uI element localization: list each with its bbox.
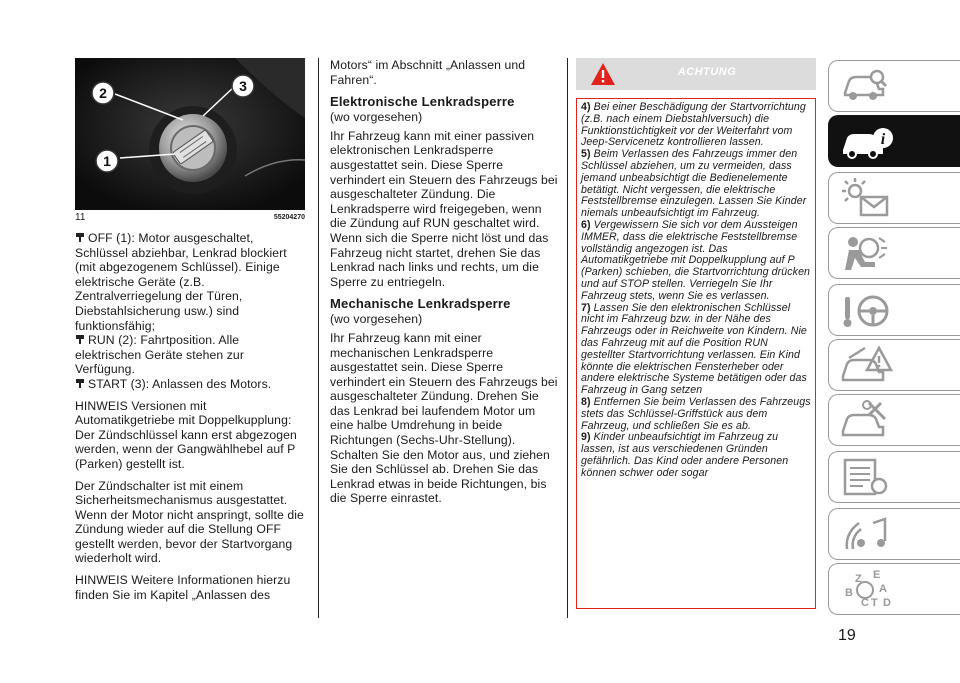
car-warning-icon bbox=[839, 344, 895, 388]
note-more-info: HINWEIS Weitere Informationen hierzu finden Sie im Kapitel „Anlassen des bbox=[75, 573, 291, 602]
car-wrench-icon bbox=[839, 399, 895, 443]
tab-steering[interactable] bbox=[828, 284, 960, 336]
key-start-line bbox=[75, 377, 305, 392]
key-off-line bbox=[75, 231, 305, 333]
callout-2-label: 2 bbox=[99, 85, 107, 101]
warning-box bbox=[576, 58, 816, 609]
tab-car-info[interactable] bbox=[828, 115, 960, 167]
tab-lights-mail[interactable] bbox=[828, 172, 960, 224]
note-dual-clutch: HINWEIS Versionen mit Automatikgetriebe mit Doppelkupplung: Der Zündschlüssel kann erst abgezogen werden, wenn der Gangwählhebel auf P (Parken) gestellt ist. bbox=[75, 398, 297, 471]
steering-wheel-icon bbox=[839, 289, 895, 333]
tab-car-warning[interactable] bbox=[828, 339, 960, 391]
figure-ignition-switch bbox=[75, 58, 305, 210]
key-icon bbox=[75, 378, 85, 389]
airbag-person-icon bbox=[839, 232, 895, 276]
svg-text:A: A bbox=[879, 583, 887, 595]
warning-item: 6) Vergewissern Sie sich vor dem Aussteigen IMMER, dass die elektrische Feststellbremse vollständig angezogen ist. Das Automatikgetriebe mit Doppelkupplung auf P (Parken) schieben, die Startvorrichtung drücken und auf STOP stellen. Verriegeln Sie Ihr Fahrzeug stets, wenn Sie es verlassen. bbox=[581, 218, 811, 302]
paragraph-mechanical-lock: Ihr Fahrzeug kann mit einer mechanischen Lenkradsperre ausgestattet sein. Diese Sperre verhindert ein Steuern des Fahrzeugs bei ausgeschalteter Zündung. Drehen Sie das Lenkrad bei laufendem Motor um eine halbe Umdrehung in beide Richtungen (Sechs-Uhr-Stellung). Schalten Sie den Motor aus, und ziehen Sie den Schlüssel ab. Drehen Sie das Lenkrad etwas in beide Richtungen, bis die Sperre einrastet. bbox=[330, 330, 558, 506]
warning-header bbox=[576, 58, 816, 90]
tab-alphabet-index[interactable] bbox=[828, 563, 960, 615]
warning-body bbox=[576, 98, 816, 609]
heading-mechanical-lock-sub: (wo vorgesehen) bbox=[330, 312, 423, 327]
key-icon bbox=[75, 232, 85, 243]
svg-text:i: i bbox=[880, 131, 886, 148]
key-start-text: START (3): Anlassen des Motors. bbox=[88, 376, 272, 391]
svg-text:T: T bbox=[871, 597, 878, 609]
svg-text:Z: Z bbox=[855, 573, 862, 585]
figure-code: 55204270 bbox=[273, 214, 305, 221]
svg-text:D: D bbox=[883, 597, 891, 609]
heading-electronic-lock: Elektronische Lenkradsperre bbox=[330, 94, 515, 110]
tab-car-wrench[interactable] bbox=[828, 394, 960, 446]
tab-multimedia[interactable] bbox=[828, 508, 960, 560]
car-info-icon bbox=[839, 120, 895, 164]
key-off-text: OFF (1): Motor ausgeschaltet, Schlüssel abziehbar, Lenkrad blockiert (mit abgezogenem Schlüssel). Einige elektrische Geräte (z.B. Zentralverriegelung der Türen, Diebstahlsicherung usw.) sind funktionsfähig; bbox=[75, 231, 287, 333]
key-icon bbox=[75, 334, 85, 345]
heading-electronic-lock-sub: (wo vorgesehen) bbox=[330, 110, 423, 125]
heading-mechanical-lock: Mechanische Lenkradsperre bbox=[330, 296, 511, 312]
multimedia-icon bbox=[839, 513, 895, 557]
callout-1-label: 1 bbox=[103, 153, 111, 169]
warning-item: 8) Entfernen Sie beim Verlassen des Fahrzeugs stets das Schlüssel-Griffstück aus dem Fahrzeug, und schließen Sie es ab. bbox=[581, 395, 811, 432]
paragraph-continued: Motors“ im Abschnitt „Anlassen und Fahren“. bbox=[330, 58, 526, 87]
warning-item: 4) Bei einer Beschädigung der Startvorrichtung (z.B. nach einem Diebstahlversuch) die Funktionstüchtigkeit vor der Weiterfahrt vom Jeep-Servicenetz kontrollieren lassen. bbox=[581, 101, 806, 149]
figure-caption bbox=[75, 212, 305, 223]
callout-3-label: 3 bbox=[239, 78, 247, 94]
data-list-icon bbox=[839, 456, 895, 500]
column-middle bbox=[330, 58, 558, 513]
warning-item: 9) Kinder unbeaufsichtigt im Fahrzeug zu lassen, ist aus verschiedenen Gründen gefährlich. Das Kind oder andere Personen können schwer oder sogar bbox=[581, 431, 789, 479]
column-left bbox=[75, 58, 305, 609]
key-run-text: RUN (2): Fahrtposition. Alle elektrischen Geräte stehen zur Verfügung. bbox=[75, 333, 244, 377]
lights-mail-icon bbox=[839, 177, 895, 221]
paragraph-electronic-lock: Ihr Fahrzeug kann mit einer passiven elektronischen Lenkradsperre ausgestattet sein. Diese Sperre verhindert ein Steuern des Fahrzeugs bei ausgeschalteter Zündung. Die Lenkradsperre wird freigegeben, wenn die Zündung auf RUN geschaltet wird. Wenn sich die Sperre nicht löst und das Fahrzeug nicht startet, drehen Sie das Lenkrad nach links und rechts, um die Sperre zu entriegeln. bbox=[330, 128, 558, 289]
column-divider bbox=[567, 58, 568, 618]
alphabet-index-icon bbox=[839, 568, 895, 612]
car-search-icon bbox=[839, 65, 889, 107]
tab-car-search[interactable] bbox=[828, 60, 960, 112]
figure-number: 11 bbox=[75, 212, 86, 223]
paragraph-safety-mechanism: Der Zündschalter ist mit einem Sicherheitsmechanismus ausgestattet. Wenn der Motor nicht anspringt, sollte die Zündung wieder auf die Stellung OFF gestellt werden, bevor der Startvorgang wiederholt wird. bbox=[75, 478, 304, 566]
warning-title: ACHTUNG bbox=[677, 66, 737, 78]
warning-item: 7) Lassen Sie den elektronischen Schlüssel nicht im Fahrzeug bzw. in der Nähe des Fahrzeugs oder in Reichweite von Kindern. Nie das Fahrzeug mit auf die Position RUN gestellter Startvorrichtung verlassen. Ein Kind könnte die elektrischen Fensterheber oder andere elektrische Systeme betätigen oder das Fahrzeug in Gang setzen bbox=[581, 301, 807, 397]
tab-data-list[interactable] bbox=[828, 451, 960, 503]
warning-item: 5) Beim Verlassen des Fahrzeugs immer den Schlüssel abziehen, um zu vermeiden, dass jemand unbeabsichtigt die Bedienelemente betätigt. Nicht vergessen, die elektrische Feststellbremse einzulegen. Lassen Sie Kinder niemals unbeaufsichtigt im Fahrzeug. bbox=[581, 148, 807, 220]
svg-text:E: E bbox=[873, 569, 881, 581]
tab-airbag[interactable] bbox=[828, 227, 960, 279]
svg-text:C: C bbox=[861, 597, 869, 609]
key-run-line bbox=[75, 333, 305, 377]
column-divider bbox=[318, 58, 319, 618]
svg-text:B: B bbox=[845, 587, 853, 599]
page-number: 19 bbox=[838, 627, 856, 644]
